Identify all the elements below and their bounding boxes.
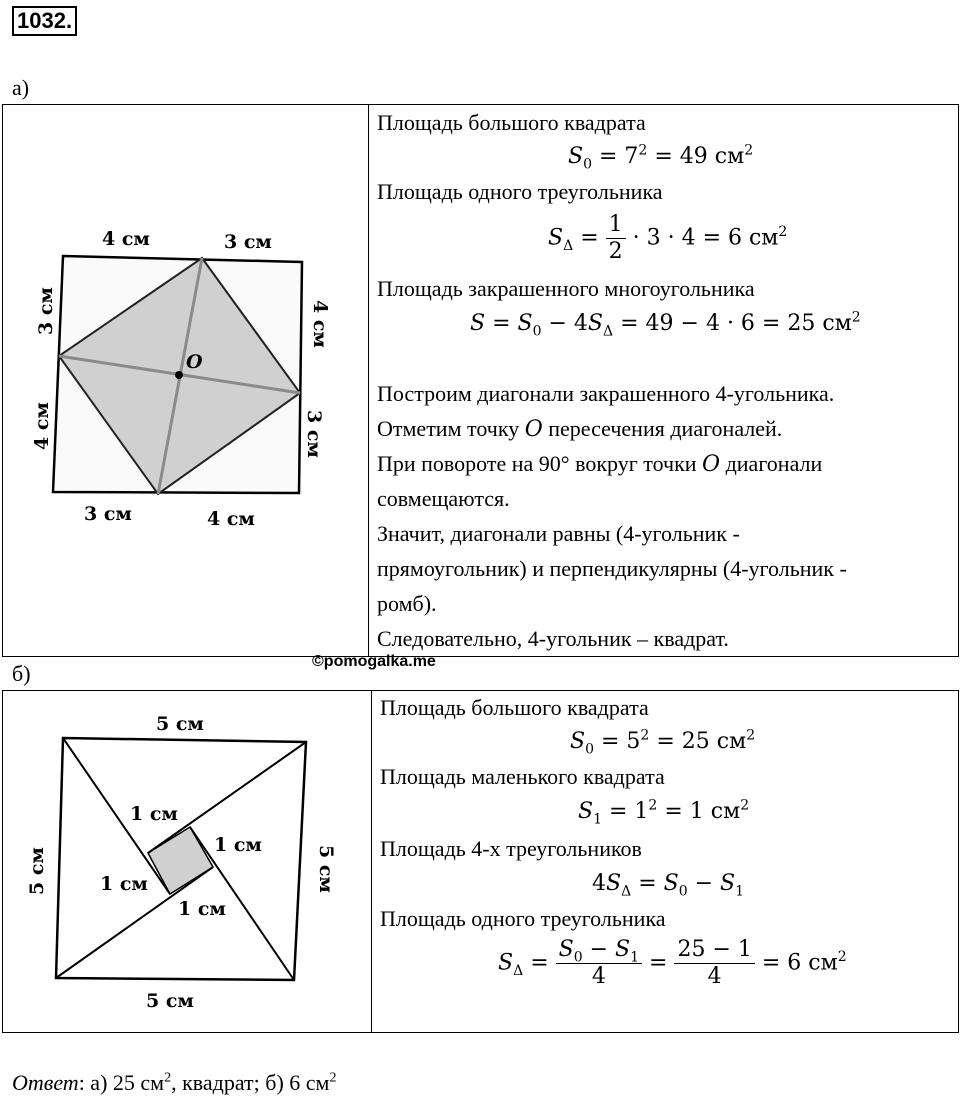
point-o xyxy=(175,371,183,379)
text-a-point-2: пересечения диагоналей. xyxy=(548,416,783,441)
text-b-four-triangles: Площадь 4-х треугольников xyxy=(380,836,642,861)
text-a-coincide: совмещаются. xyxy=(377,486,510,511)
formula-b-4s: $4S_\Delta = S_0 - S_1$ xyxy=(592,871,745,900)
label-left-top: 3 см xyxy=(35,287,57,335)
label-b-right: 5 см xyxy=(315,845,337,893)
text-a-big-square: Площадь большого квадрата xyxy=(377,110,646,135)
part-b-label: б) xyxy=(12,661,31,686)
text-b-big-square: Площадь большого квадрата xyxy=(380,695,649,720)
text-a-one-triangle: Площадь одного треугольника xyxy=(377,179,663,204)
text-a-shaded: Площадь закрашенного многоугольника xyxy=(377,276,755,301)
part-a-label: а) xyxy=(12,75,30,100)
formula-a-s: $S = S_0 - 4S_\Delta = 49 - 4 \cdot 6 = 25$ $см^2$ xyxy=(470,309,861,340)
text-b-small-square: Площадь маленького квадрата xyxy=(380,764,665,789)
answer-text-1: : а) 25 см xyxy=(78,1070,165,1095)
watermark: ©pomogalka.me xyxy=(312,653,436,670)
label-bottom-right: 4 см xyxy=(207,508,255,530)
text-a-conclusion: Следовательно, 4-угольник – квадрат. xyxy=(377,626,729,651)
formula-a-triangle: $S_\Delta$ = $\frac{1}{2}$ · 3 · 4 = 6 $см^2$ xyxy=(548,212,788,264)
point-o-label: O xyxy=(186,351,203,373)
formula-b-s0: $S_0 = 5^2 = 25$ $см^2$ xyxy=(570,727,756,758)
label-top-right: 3 см xyxy=(224,231,272,253)
figure-b xyxy=(18,700,363,1025)
label-bottom-left: 3 см xyxy=(84,503,132,525)
answer-sup-1: 2 xyxy=(164,1070,172,1086)
label-top-left: 4 см xyxy=(102,228,150,250)
formula-b-triangle: $S_\Delta$ = $\frac{S_0 - S_1}{4}$ = $\frac{25 - 1}{4}$ = 6 $см^2$ xyxy=(498,937,847,989)
label-b-top: 5 см xyxy=(156,713,204,735)
answer-text-2: , квадрат; б) 6 см xyxy=(171,1070,330,1095)
answer-sup-2: 2 xyxy=(329,1070,337,1086)
formula-b-s1: $S_1 = 1^2 = 1$ $см^2$ xyxy=(578,797,750,828)
answer-line xyxy=(12,1070,336,1096)
text-a-rotation-o: O xyxy=(702,452,721,477)
label-left-bottom: 4 см xyxy=(31,402,53,450)
label-b-small-2: 1 см xyxy=(214,834,262,856)
label-b-bottom: 5 см xyxy=(146,990,194,1012)
text-a-rhomb: ромб). xyxy=(377,591,437,616)
text-a-rect: прямоугольник) и перпендикулярны (4-угольник - xyxy=(377,556,847,581)
text-a-point-o: O xyxy=(524,417,543,442)
formula-a-s0: $S_0 = 7^2 = 49$ $см^2$ xyxy=(568,142,754,173)
figure-a xyxy=(14,210,344,530)
text-a-point xyxy=(377,416,782,443)
label-b-left: 5 см xyxy=(26,847,48,895)
label-b-small-3: 1 см xyxy=(100,873,148,895)
text-a-point-1: Отметим точку xyxy=(377,416,520,441)
text-a-rotation-2: диагонали xyxy=(725,451,823,476)
label-b-small-4: 1 см xyxy=(178,898,226,920)
text-a-rotation-1: При повороте на 90° вокруг точки xyxy=(377,451,697,476)
text-a-rotation xyxy=(377,451,822,478)
table-divider xyxy=(371,691,372,1032)
label-b-small-1: 1 см xyxy=(130,803,178,825)
label-right-bottom: 3 см xyxy=(303,410,325,458)
label-right-top: 4 см xyxy=(309,300,331,348)
text-b-one-triangle: Площадь одного треугольника xyxy=(380,906,666,931)
text-a-equal: Значит, диагонали равны (4-угольник - xyxy=(377,521,740,546)
text-a-diagonals: Построим диагонали закрашенного 4-угольника. xyxy=(377,381,835,406)
table-divider xyxy=(368,105,369,656)
problem-number: 1032. xyxy=(12,6,77,36)
answer-word: Ответ xyxy=(12,1070,79,1095)
